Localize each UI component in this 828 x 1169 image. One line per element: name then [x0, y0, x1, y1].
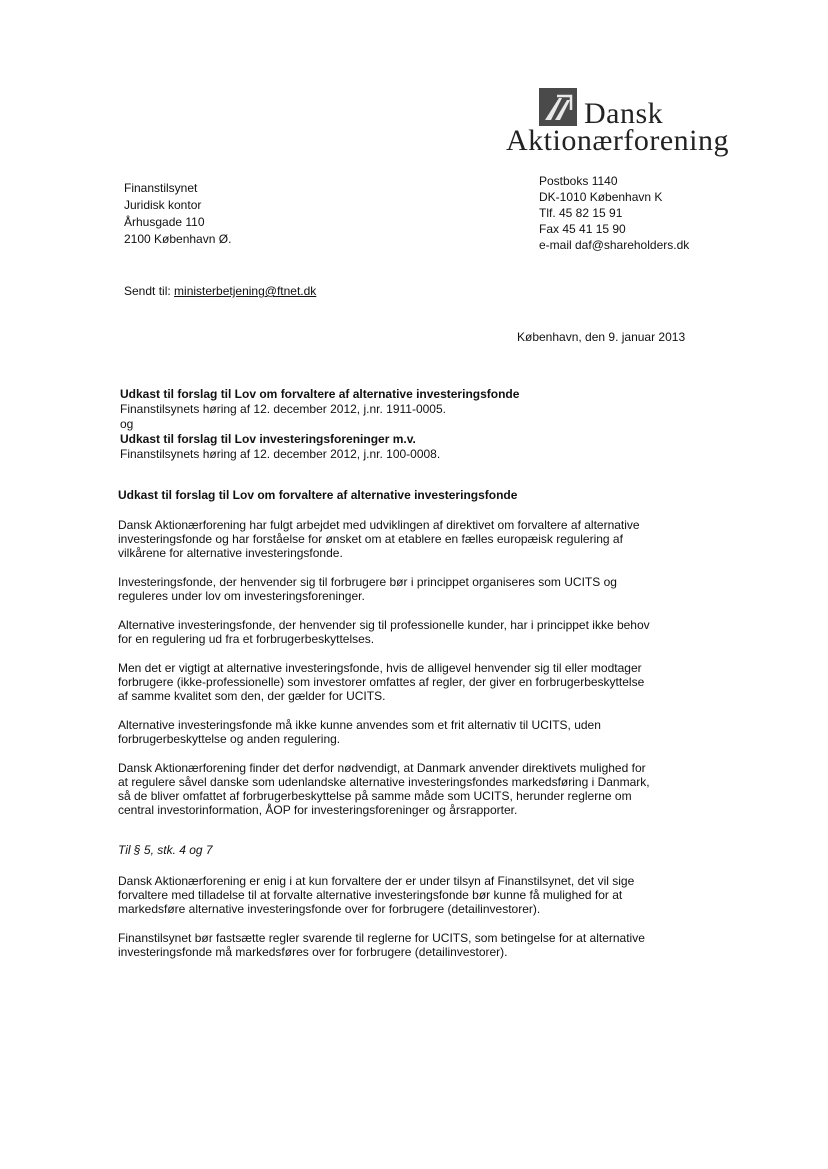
- text-line: Dansk Aktionærforening har fulgt arbejdet med udviklingen af direktivet om forvaltere af alternative: [118, 518, 640, 532]
- text-line: vilkårene for alternative investeringsfonde.: [118, 546, 343, 560]
- text-line: Alternative investeringsfonde må ikke kunne anvendes som et frit alternativ til UCITS, uden: [118, 718, 601, 732]
- section-heading: Udkast til forslag til Lov om forvaltere af alternative investeringsfonde: [118, 488, 518, 502]
- text-line: for en regulering ud fra et forbrugerbeskyttelses.: [118, 632, 375, 646]
- subject-reference: Finanstilsynets høring af 12. december 2012, j.nr. 100-0008.: [120, 447, 441, 461]
- text-line: så de bliver omfattet af forbrugerbeskyttelse på samme måde som UCITS, herunder reglerne om: [118, 789, 632, 803]
- text-line: Investeringsfonde, der henvender sig til forbrugere bør i princippet organiseres som UCITS og: [118, 575, 617, 589]
- text-line: investeringsfonde må markedsføres over for forbrugere (detailinvestorer).: [118, 945, 508, 959]
- text-line: markedsføre alternative investeringsfonde over for forbrugere (detailinvestorer).: [118, 902, 541, 916]
- organization-logo: [506, 86, 729, 157]
- text-line: central investorinformation, ÅOP for investeringsforeninger og årsrapporter.: [118, 803, 518, 817]
- recipient-line: Finanstilsynet: [124, 181, 198, 195]
- text-line: investeringsfonde og har forståelse for ønsket om at etablere en fælles europæisk regulering af: [118, 532, 623, 546]
- recipient-address: [124, 180, 231, 248]
- sender-email: e-mail daf@shareholders.dk: [539, 238, 690, 252]
- text-line: Alternative investeringsfonde, der henvender sig til professionelle kunder, har i princippet ikke behov: [118, 618, 650, 632]
- body-paragraph: [118, 618, 708, 646]
- text-line: af samme kvalitet som den, der gælder for UCITS.: [118, 689, 386, 703]
- sender-line: Postboks 1140: [539, 174, 618, 188]
- text-line: at regulere såvel danske som udenlandske alternative investeringsfondes markedsføring i Danmark,: [118, 775, 650, 789]
- logo-text-aktionaerforening: Aktionærforening: [506, 124, 729, 157]
- paragraph-heading: Til § 5, stk. 4 og 7: [118, 843, 213, 857]
- sender-contact: [539, 173, 689, 253]
- text-line: Finanstilsynet bør fastsætte regler svarende til reglerne for UCITS, som betingelse for at alternative: [118, 931, 645, 945]
- body-paragraph: [118, 661, 708, 703]
- text-line: forbrugerbeskyttelse og anden regulering.: [118, 732, 341, 746]
- recipient-line: 2100 København Ø.: [124, 232, 232, 246]
- text-line: reguleres under lov om investeringsforeninger.: [118, 589, 365, 603]
- text-line: forbrugere (ikke-professionelle) som investorer omfattes af regler, der giver en forbrugerbeskyttelse: [118, 675, 645, 689]
- sent-to-label: Sendt til:: [124, 284, 171, 298]
- text-line: Dansk Aktionærforening finder det derfor nødvendigt, at Danmark anvender direktivets mulighed for: [118, 761, 646, 775]
- text-line: forvaltere med tilladelse til at forvalte alternative investeringsfonde bør kunne få mulighed for at: [118, 888, 623, 902]
- body-paragraph: [118, 718, 708, 746]
- sender-line: Tlf. 45 82 15 91: [539, 206, 623, 220]
- sent-to-email-link[interactable]: ministerbetjening@ftnet.dk: [174, 284, 317, 298]
- subject-reference: Finanstilsynets høring af 12. december 2012, j.nr. 1911-0005.: [120, 402, 446, 416]
- letter-body: [118, 488, 708, 974]
- letter-date: København, den 9. januar 2013: [517, 330, 686, 344]
- subject-block: [120, 387, 720, 462]
- body-paragraph: [118, 874, 708, 916]
- body-paragraph: [118, 761, 708, 817]
- logo-mark-icon: [539, 88, 577, 126]
- body-paragraph: [118, 575, 708, 603]
- text-line: Men det er vigtigt at alternative investeringsfonde, hvis de alligevel henvender sig til eller modtager: [118, 661, 642, 675]
- subject-conjunction: og: [120, 417, 134, 431]
- logo-text-dansk: Dansk: [584, 97, 664, 130]
- sender-line: DK-1010 København K: [539, 190, 663, 204]
- sender-line: Fax 45 41 15 90: [539, 222, 626, 236]
- body-paragraph: [118, 518, 708, 560]
- subject-title: Udkast til forslag til Lov investeringsforeninger m.v.: [120, 432, 416, 446]
- recipient-line: Århusgade 110: [124, 215, 205, 229]
- sent-to-line: [124, 284, 316, 298]
- text-line: Dansk Aktionærforening er enig i at kun forvaltere der er under tilsyn af Finanstilsynet, det vil sige: [118, 874, 635, 888]
- recipient-line: Juridisk kontor: [124, 198, 202, 212]
- body-paragraph: [118, 931, 708, 959]
- subject-title: Udkast til forslag til Lov om forvaltere af alternative investeringsfonde: [120, 387, 520, 401]
